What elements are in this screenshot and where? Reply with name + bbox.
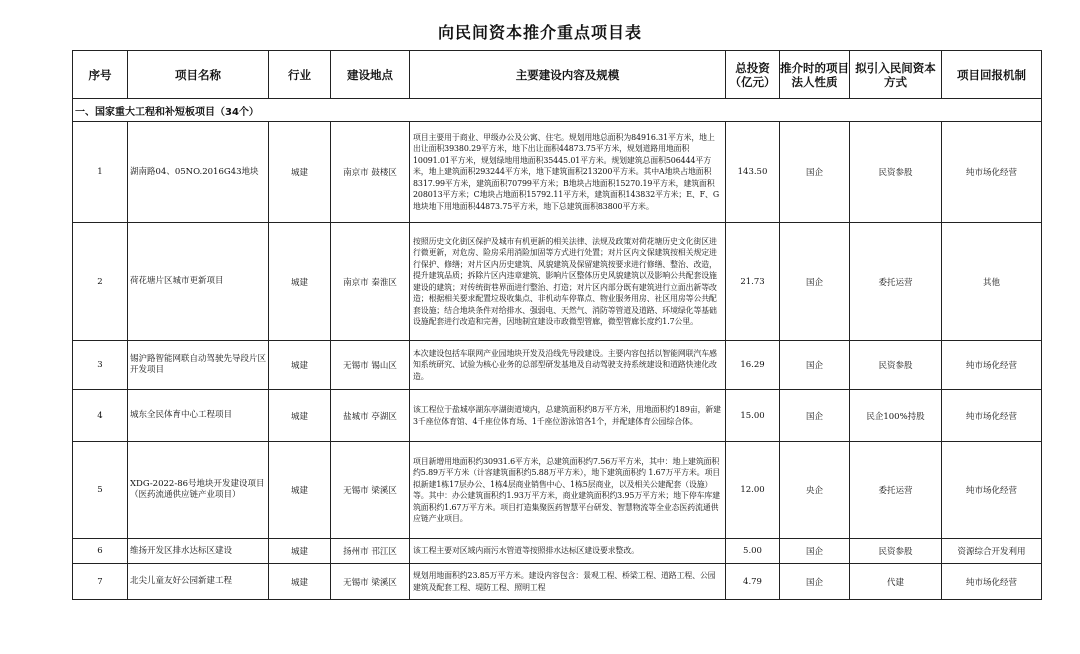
cell-mode: 民资参股 [850, 341, 942, 390]
header-row [73, 51, 1042, 99]
cell-mode: 委托运营 [850, 442, 942, 539]
cell-scale: 该工程主要对区域内雨污水管道等按照排水达标区建设要求整改。 [410, 539, 726, 564]
header-nature: 推介时的项目法人性质 [780, 51, 850, 99]
cell-scale: 按照历史文化街区保护及城市有机更新的相关法律、法规及政策对荷花塘历史文化街区进行微更新，对危房、险房采用消险加固等方式进行处置；对片区内文保建筑按相关规定进行保护、修缮；对片区内历史建筑、风貌建筑及保留建筑按要求进行修缮、整治、改造，提升建筑品质；拆除片区内违章建筑、影响片区整体历史风貌建筑以及影响公共配套设施建设的建筑；对传统街巷界面进行整治、打造；对片区内部分既有建筑进行立面出新等改造；根据相关要求配置垃圾收集点、非机动车停靠点、物业服务用房、社区用房等公共配套设施；结合地块条件对给排水、强弱电、天然气、消防等管道及道路、环境绿化等基础设施配套进行改造和完善，因地制宜建设市政微型管廊，微型管廊长度约1.7公里。 [410, 223, 726, 341]
table-row [73, 223, 1042, 341]
cell-return: 其他 [942, 223, 1042, 341]
cell-location: 无锡市 梁溪区 [331, 564, 410, 600]
cell-nature: 国企 [780, 122, 850, 223]
table-row [73, 539, 1042, 564]
cell-return: 纯市场化经营 [942, 341, 1042, 390]
cell-scale: 该工程位于盐城亭湖东亭湖街道境内，总建筑面积约8万平方米，用地面积约189亩，新建3千座位体育馆、4千座位体育场、1千座位游泳馆各1个，并配建体育公园综合体。 [410, 390, 726, 442]
cell-nature: 央企 [780, 442, 850, 539]
cell-mode: 民资参股 [850, 539, 942, 564]
cell-scale: 项目新增用地面积约30931.6平方米，总建筑面积约7.56万平方米，其中：地上建筑面积约5.89万平方米（计容建筑面积约5.88万平方米），地下建筑面积约 1.67万平方米。项目拟新建1栋17层办公、1栋4层商业销售中心、1栋5层商业，以及相关公建配套（设施）等。其中：办公建筑面积约1.93万平方米，商业建筑面积约3.95万平方米；地下停车库建筑面积约1.67万平方米。项目打造集聚医药智慧平台研发、智慧物流等全业态医药流通供应链产业项目。 [410, 442, 726, 539]
cell-name: 北尖儿童友好公园新建工程 [128, 564, 269, 600]
table-row [73, 442, 1042, 539]
cell-nature: 国企 [780, 390, 850, 442]
cell-scale: 规划用地面积约23.85万平方米。建设内容包含：景观工程、桥梁工程、道路工程、公园建筑及配套工程、堤防工程、照明工程 [410, 564, 726, 600]
cell-return: 纯市场化经营 [942, 564, 1042, 600]
project-table [72, 50, 1042, 600]
section-row [73, 99, 1042, 122]
header-scale: 主要建设内容及规模 [410, 51, 726, 99]
cell-return: 资源综合开发利用 [942, 539, 1042, 564]
cell-location: 盐城市 亭湖区 [331, 390, 410, 442]
cell-investment: 16.29 [726, 341, 780, 390]
cell-investment: 4.79 [726, 564, 780, 600]
header-investment: 总投资（亿元） [726, 51, 780, 99]
header-mode: 拟引入民间资本方式 [850, 51, 942, 99]
cell-return: 纯市场化经营 [942, 442, 1042, 539]
cell-no: 2 [73, 223, 128, 341]
header-return: 项目回报机制 [942, 51, 1042, 99]
cell-no: 4 [73, 390, 128, 442]
cell-name: 城东全民体育中心工程项目 [128, 390, 269, 442]
cell-name: 锡沪路智能网联自动驾驶先导段片区开发项目 [128, 341, 269, 390]
table-row [73, 122, 1042, 223]
cell-investment: 5.00 [726, 539, 780, 564]
cell-no: 3 [73, 341, 128, 390]
cell-name: 维扬开发区排水达标区建设 [128, 539, 269, 564]
cell-no: 6 [73, 539, 128, 564]
cell-location: 南京市 秦淮区 [331, 223, 410, 341]
cell-location: 扬州市 邗江区 [331, 539, 410, 564]
cell-industry: 城建 [269, 564, 331, 600]
table-row [73, 390, 1042, 442]
cell-location: 南京市 鼓楼区 [331, 122, 410, 223]
header-location: 建设地点 [331, 51, 410, 99]
cell-investment: 21.73 [726, 223, 780, 341]
cell-industry: 城建 [269, 122, 331, 223]
cell-industry: 城建 [269, 390, 331, 442]
cell-no: 1 [73, 122, 128, 223]
table-row [73, 341, 1042, 390]
cell-nature: 国企 [780, 223, 850, 341]
cell-mode: 代建 [850, 564, 942, 600]
cell-nature: 国企 [780, 341, 850, 390]
cell-nature: 国企 [780, 564, 850, 600]
cell-name: 湖南路04、05NO.2016G43地块 [128, 122, 269, 223]
cell-mode: 委托运营 [850, 223, 942, 341]
table-row [73, 564, 1042, 600]
cell-mode: 民资参股 [850, 122, 942, 223]
cell-mode: 民企100%持股 [850, 390, 942, 442]
cell-return: 纯市场化经营 [942, 122, 1042, 223]
section-title: 一、国家重大工程和补短板项目（34个） [73, 99, 1042, 122]
cell-industry: 城建 [269, 539, 331, 564]
page-title: 向民间资本推介重点项目表 [437, 23, 642, 42]
cell-industry: 城建 [269, 223, 331, 341]
cell-scale: 本次建设包括车联网产业园地块开发及沿线先导段建设。主要内容包括以智能网联汽车感知系统研究、试验为核心业务的总部型研发基地及自动驾驶支持系统建设和道路快速化改造。 [410, 341, 726, 390]
cell-investment: 15.00 [726, 390, 780, 442]
cell-location: 无锡市 梁溪区 [331, 442, 410, 539]
cell-investment: 143.50 [726, 122, 780, 223]
header-name: 项目名称 [128, 51, 269, 99]
cell-investment: 12.00 [726, 442, 780, 539]
cell-industry: 城建 [269, 442, 331, 539]
cell-return: 纯市场化经营 [942, 390, 1042, 442]
cell-industry: 城建 [269, 341, 331, 390]
cell-name: 荷花塘片区城市更新项目 [128, 223, 269, 341]
header-no: 序号 [73, 51, 128, 99]
cell-no: 5 [73, 442, 128, 539]
cell-no: 7 [73, 564, 128, 600]
header-industry: 行业 [269, 51, 331, 99]
cell-name: XDG-2022-86号地块开发建设项目（医药流通供应链产业项目） [128, 442, 269, 539]
cell-scale: 项目主要用于商业、甲级办公及公寓、住宅。规划用地总面积为84916.31平方米，地上出让面积39380.29平方米，地下出让面积44873.75平方米，规划道路用地面积10091.01平方米，规划绿地用地面积35445.01平方米。规划建筑总面积506444平方米，地上建筑面积293244平方米，地下建筑面积213200平方米。其中A地块占地面积8317.99平方米，建筑面积70799平方米；B地块占地面积15270.19平方米，建筑面积208013平方米；C地块占地面积15792.11平方米，建筑面积143832平方米；E、F、G地块地下用地面积44873.75平方米，地下总建筑面积83800平方米。 [410, 122, 726, 223]
cell-nature: 国企 [780, 539, 850, 564]
cell-location: 无锡市 锡山区 [331, 341, 410, 390]
